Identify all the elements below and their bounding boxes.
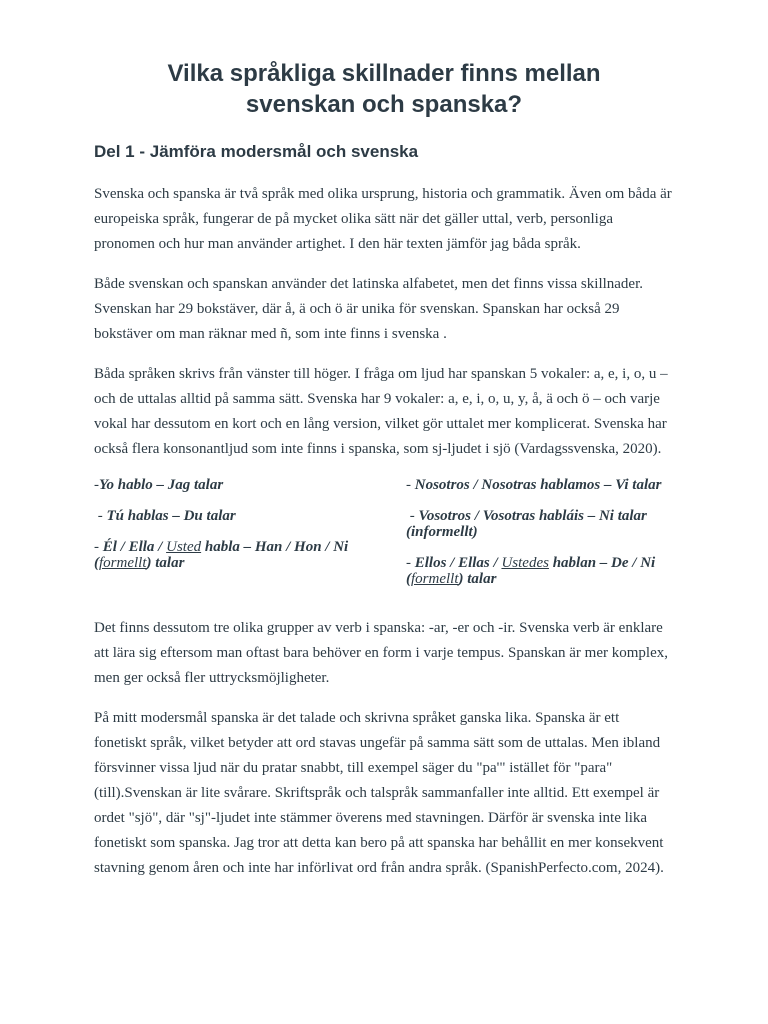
underlined-word: Usted bbox=[166, 539, 202, 555]
paragraph-alphabet: Både svenskan och spanskan använder det latinska alfabetet, men det finns vissa skillnader. Svenskan har 29 bokstäver, där å, ä och ö är unika för svenskan. Spanskan har också 29 bokstäver om man räknar med ñ, som inte finns i svenska . bbox=[94, 276, 644, 342]
underlined-word: formellt bbox=[411, 571, 459, 587]
section-heading: Del 1 - Jämföra modersmål och svenska bbox=[94, 142, 419, 161]
conjugation-row: - Ellos / Ellas / Ustedes hablan – De / Ni (formellt) talar bbox=[406, 555, 656, 587]
paragraph-intro: Svenska och spanska är två språk med olika ursprung, historia och grammatik. Även om båda är europeiska språk, fungerar de på mycket olika sätt när det gäller uttal, verb, personliga pronomen och hur man använder artighet. I den här texten jämför jag båda språk. bbox=[94, 186, 672, 252]
paragraph-vowels: Båda språken skrivs från vänster till höger. I fråga om ljud har spanskan 5 vokaler: a, e, i, o, u – och de uttalas alltid på samma sätt. Svenska har 9 vokaler: a, e, i, o, u, y, å, ä och ö – och varje vokal har dessutom en kort och en lång version, vilket gör uttalet mer komplicerat. Svenska har också flera konsonantljud som inte finns i spanska, som sj-ljudet i sjö (Vardagssvenska, 2020). bbox=[94, 366, 668, 457]
conjugation-column-singular bbox=[94, 477, 362, 602]
paragraph-phonetics: På mitt modersmål spanska är det talade och skrivna språket ganska lika. Spanska är ett fonetiskt språk, vilket betyder att ord stavas ungefär på samma sätt som de uttalas. Men ibland försvinner vissa ljud när du pratar snabbt, till exempel säger du "pa'" istället för "para" (till).Svenskan är lite svårare. Skriftspråk och talspråk sammanfaller inte alltid. Ett exempel är ordet "sjö", där "sj"-ljudet inte stämmer överens med stavningen. Därför är svenska inte lika fonetiskt som spanska. Jag tror att detta kan bero på att spanska har behållit en mer konsekvent stavning genom åren och inte har införlivat ord från andra språk. (SpanishPerfecto.com, 2024). bbox=[94, 710, 664, 876]
title-line-1: Vilka språkliga skillnader finns mellan bbox=[167, 60, 601, 87]
underlined-word: Ustedes bbox=[501, 555, 549, 571]
conjugation-table bbox=[94, 477, 674, 602]
conjugation-row: - Él / Ella / Usted habla – Han / Hon / Ni (formellt) talar bbox=[94, 539, 349, 571]
conjugation-column-plural bbox=[406, 477, 674, 602]
title-line-2: svenskan och spanska? bbox=[245, 91, 523, 118]
conjugation-row: -Yo hablo – Jag talar bbox=[94, 477, 224, 493]
underlined-word: formellt bbox=[99, 555, 147, 571]
conjugation-row: - Vosotros / Vosotras habláis – Ni talar (informellt) bbox=[406, 508, 647, 540]
paragraph-verbs: Det finns dessutom tre olika grupper av verb i spanska: -ar, -er och -ir. Svenska verb är enklare att lära sig eftersom man oftast bara behöver en form i varje tempus. Spanskan är mer komplex, men ger också fler uttrycksmöjligheter. bbox=[94, 620, 668, 686]
page-title bbox=[94, 58, 674, 120]
conjugation-row: - Nosotros / Nosotras hablamos – Vi talar bbox=[406, 477, 662, 493]
conjugation-row: - Tú hablas – Du talar bbox=[94, 508, 236, 524]
